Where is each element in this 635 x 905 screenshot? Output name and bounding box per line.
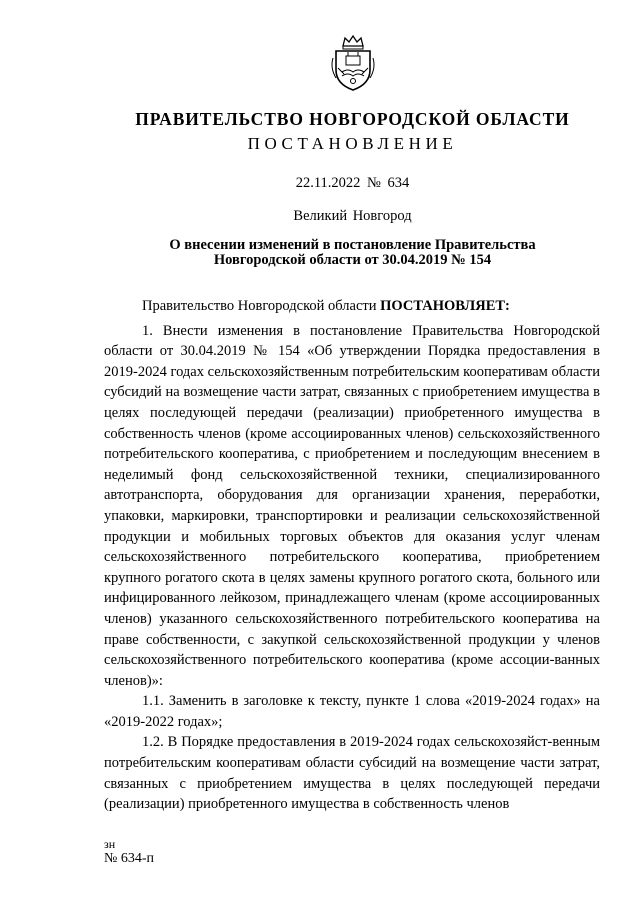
resolution-lead (104, 296, 600, 317)
organization-title: ПРАВИТЕЛЬСТВО НОВГОРОДСКОЙ ОБЛАСТИ (135, 109, 570, 129)
footer-initials: зн (104, 837, 116, 851)
document-date-number: 22.11.2022 № 634 (295, 175, 410, 191)
coat-of-arms-icon (328, 34, 378, 92)
document-body (104, 296, 600, 815)
document-footer (104, 838, 154, 867)
paragraph-1-2: 1.2. В Порядке предоставления в 2019-2024 годах сельскохозяйст-венным потребительским кооперативам области субсидий на возмещение части затрат, связанных с приобретением имущества в целях последующей передачи (реализации) приобретенного имущества в собственность членов (104, 734, 600, 813)
document-type: ПОСТАНОВЛЕНИЕ (247, 134, 458, 153)
document-heading-line-2: Новгородской области от 30.04.2019 № 154 (213, 252, 492, 268)
resolution-lead-bold: ПОСТАНОВЛЯЕТ: (380, 298, 510, 314)
paragraph-1: 1. Внести изменения в постановление Правительства Новгородской области от 30.04.2019 № 154 «Об утверждении Порядка предоставления в 2019-2024 годах сельскохозяйственным потребительским кооперативам области субсидий на возмещение части затрат, связанных с приобретением имущества в целях последующей передачи (реализации) приобретенного имущества в собственность членов (кроме ассоциированных членов) сельскохозяйственного потребительского кооператива, с приобретением и последующим внесением в неделимый фонд сельскохозяйственной техники, специализированного автотранспорта, оборудования для организации хранения, переработки, упаковки, маркировки, транспортировки и реализации сельскохозяйственной продукции и мобильных торговых объектов для оказания услуг членам сельскохозяйственного потребительского кооператива, приобретением крупного рогатого скота в целях замены крупного рогатого скота, больного или инфицированного лейкозом, принадлежащего членам (кроме ассоциированных членов) указанного сельскохозяйственного потребительского кооператива на праве собственности, с закупкой сельскохозяйственной продукции у членов сельскохозяйственного потребительского кооператива (кроме ассоции-ванных членов)»: (104, 322, 600, 689)
document-city: Великий Новгород (293, 208, 412, 224)
paragraph-1-1: 1.1. Заменить в заголовке к тексту, пункте 1 слова «2019-2024 годах» на «2019-2022 годах»; (104, 693, 600, 730)
document-heading (0, 238, 635, 268)
document-heading-line-1: О внесении изменений в постановление Правительства (169, 237, 536, 253)
resolution-lead-text: Правительство Новгородской области (142, 298, 381, 314)
footer-number: № 634-п (104, 851, 155, 866)
